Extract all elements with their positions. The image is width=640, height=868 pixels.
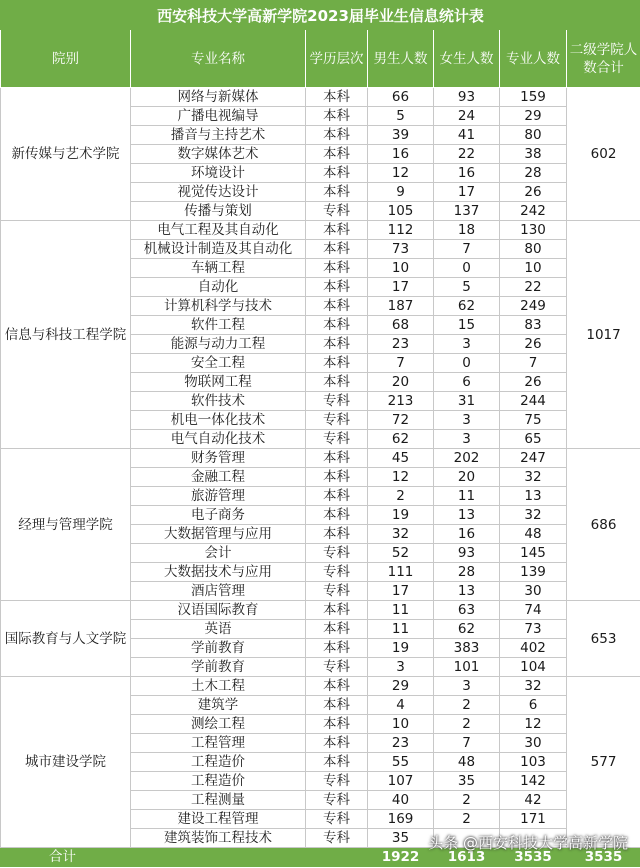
- header-male: 男生人数: [368, 30, 434, 88]
- male-count-cell: 2: [368, 487, 434, 506]
- major-name-cell: 工程测量: [131, 791, 306, 810]
- female-count-cell: 0: [434, 354, 500, 373]
- degree-level-cell: 本科: [306, 696, 368, 715]
- degree-level-cell: 本科: [306, 715, 368, 734]
- major-count-cell: 159: [500, 88, 567, 107]
- major-count-cell: 104: [500, 658, 567, 677]
- major-name-cell: 软件技术: [131, 392, 306, 411]
- male-count-cell: 62: [368, 430, 434, 449]
- major-name-cell: 网络与新媒体: [131, 88, 306, 107]
- female-count-cell: 28: [434, 563, 500, 582]
- degree-level-cell: 本科: [306, 639, 368, 658]
- male-count-cell: 11: [368, 601, 434, 620]
- major-name-cell: 土木工程: [131, 677, 306, 696]
- total-empty-major: [131, 848, 306, 867]
- major-name-cell: 传播与策划: [131, 202, 306, 221]
- major-count-cell: 244: [500, 392, 567, 411]
- major-count-cell: 142: [500, 772, 567, 791]
- degree-level-cell: 本科: [306, 278, 368, 297]
- major-count-cell: 30: [500, 734, 567, 753]
- degree-level-cell: 本科: [306, 506, 368, 525]
- male-count-cell: 187: [368, 297, 434, 316]
- header-female: 女生人数: [434, 30, 500, 88]
- degree-level-cell: 专科: [306, 202, 368, 221]
- major-name-cell: 会计: [131, 544, 306, 563]
- degree-level-cell: 本科: [306, 88, 368, 107]
- degree-level-cell: 本科: [306, 316, 368, 335]
- college-total-cell: 1017: [567, 221, 640, 449]
- college-name-cell: 经理与管理学院: [1, 449, 131, 601]
- major-name-cell: 电子商务: [131, 506, 306, 525]
- major-name-cell: 计算机科学与技术: [131, 297, 306, 316]
- degree-level-cell: 本科: [306, 620, 368, 639]
- degree-level-cell: 本科: [306, 601, 368, 620]
- female-count-cell: 3: [434, 430, 500, 449]
- female-count-cell: [434, 829, 500, 848]
- major-name-cell: 视觉传达设计: [131, 183, 306, 202]
- degree-level-cell: 专科: [306, 544, 368, 563]
- college-total-cell: 602: [567, 88, 640, 221]
- major-name-cell: 安全工程: [131, 354, 306, 373]
- male-count-cell: 55: [368, 753, 434, 772]
- major-count-cell: 80: [500, 240, 567, 259]
- degree-level-cell: 本科: [306, 753, 368, 772]
- major-name-cell: 能源与动力工程: [131, 335, 306, 354]
- major-count-cell: 6: [500, 696, 567, 715]
- degree-level-cell: 本科: [306, 183, 368, 202]
- degree-level-cell: 专科: [306, 829, 368, 848]
- male-count-cell: 213: [368, 392, 434, 411]
- major-count-cell: 145: [500, 544, 567, 563]
- male-count-cell: 19: [368, 639, 434, 658]
- table-row: [1, 601, 640, 620]
- major-name-cell: 英语: [131, 620, 306, 639]
- major-name-cell: 车辆工程: [131, 259, 306, 278]
- female-count-cell: 3: [434, 335, 500, 354]
- major-name-cell: 环境设计: [131, 164, 306, 183]
- total-female: 1613: [434, 848, 500, 867]
- major-count-cell: 32: [500, 677, 567, 696]
- major-count-cell: 83: [500, 316, 567, 335]
- male-count-cell: 10: [368, 259, 434, 278]
- male-count-cell: 52: [368, 544, 434, 563]
- college-total-cell: 653: [567, 601, 640, 677]
- degree-level-cell: 专科: [306, 658, 368, 677]
- major-name-cell: 学前教育: [131, 658, 306, 677]
- college-name-cell: 新传媒与艺术学院: [1, 88, 131, 221]
- female-count-cell: 5: [434, 278, 500, 297]
- degree-level-cell: 本科: [306, 240, 368, 259]
- major-count-cell: 249: [500, 297, 567, 316]
- header-degree: 学历层次: [306, 30, 368, 88]
- female-count-cell: 383: [434, 639, 500, 658]
- major-count-cell: 26: [500, 183, 567, 202]
- header-major: 专业名称: [131, 30, 306, 88]
- female-count-cell: 11: [434, 487, 500, 506]
- major-name-cell: 自动化: [131, 278, 306, 297]
- female-count-cell: 16: [434, 525, 500, 544]
- male-count-cell: 17: [368, 278, 434, 297]
- female-count-cell: 2: [434, 810, 500, 829]
- major-name-cell: 金融工程: [131, 468, 306, 487]
- female-count-cell: 13: [434, 506, 500, 525]
- total-empty-degree: [306, 848, 368, 867]
- college-name-cell: 国际教育与人文学院: [1, 601, 131, 677]
- degree-level-cell: 本科: [306, 335, 368, 354]
- header-college: 院别: [1, 30, 131, 88]
- major-name-cell: 旅游管理: [131, 487, 306, 506]
- male-count-cell: 3: [368, 658, 434, 677]
- major-name-cell: 大数据技术与应用: [131, 563, 306, 582]
- major-count-cell: 10: [500, 259, 567, 278]
- degree-level-cell: 本科: [306, 677, 368, 696]
- major-count-cell: 103: [500, 753, 567, 772]
- college-total-cell: 577: [567, 677, 640, 848]
- male-count-cell: 73: [368, 240, 434, 259]
- female-count-cell: 6: [434, 373, 500, 392]
- degree-level-cell: 本科: [306, 126, 368, 145]
- male-count-cell: 23: [368, 734, 434, 753]
- female-count-cell: 3: [434, 411, 500, 430]
- degree-level-cell: 本科: [306, 354, 368, 373]
- major-count-cell: [500, 829, 567, 848]
- major-count-cell: 38: [500, 145, 567, 164]
- degree-level-cell: 专科: [306, 582, 368, 601]
- major-count-cell: 29: [500, 107, 567, 126]
- table-row: [1, 677, 640, 696]
- major-count-cell: 22: [500, 278, 567, 297]
- male-count-cell: 35: [368, 829, 434, 848]
- major-count-cell: 80: [500, 126, 567, 145]
- major-count-cell: 74: [500, 601, 567, 620]
- female-count-cell: 16: [434, 164, 500, 183]
- degree-level-cell: 本科: [306, 449, 368, 468]
- female-count-cell: 93: [434, 544, 500, 563]
- female-count-cell: 15: [434, 316, 500, 335]
- major-count-cell: 26: [500, 335, 567, 354]
- female-count-cell: 41: [434, 126, 500, 145]
- female-count-cell: 7: [434, 240, 500, 259]
- degree-level-cell: 本科: [306, 297, 368, 316]
- female-count-cell: 202: [434, 449, 500, 468]
- total-row: [1, 848, 640, 867]
- male-count-cell: 29: [368, 677, 434, 696]
- female-count-cell: 7: [434, 734, 500, 753]
- degree-level-cell: 专科: [306, 392, 368, 411]
- college-name-cell: 信息与科技工程学院: [1, 221, 131, 449]
- major-count-cell: 75: [500, 411, 567, 430]
- female-count-cell: 24: [434, 107, 500, 126]
- major-name-cell: 汉语国际教育: [131, 601, 306, 620]
- college-name-cell: 城市建设学院: [1, 677, 131, 848]
- female-count-cell: 13: [434, 582, 500, 601]
- major-name-cell: 酒店管理: [131, 582, 306, 601]
- male-count-cell: 32: [368, 525, 434, 544]
- major-count-cell: 7: [500, 354, 567, 373]
- male-count-cell: 169: [368, 810, 434, 829]
- female-count-cell: 2: [434, 715, 500, 734]
- male-count-cell: 68: [368, 316, 434, 335]
- female-count-cell: 17: [434, 183, 500, 202]
- female-count-cell: 20: [434, 468, 500, 487]
- major-name-cell: 学前教育: [131, 639, 306, 658]
- male-count-cell: 111: [368, 563, 434, 582]
- major-count-cell: 139: [500, 563, 567, 582]
- degree-level-cell: 本科: [306, 468, 368, 487]
- college-total-cell: 686: [567, 449, 640, 601]
- male-count-cell: 12: [368, 164, 434, 183]
- female-count-cell: 35: [434, 772, 500, 791]
- male-count-cell: 39: [368, 126, 434, 145]
- male-count-cell: 12: [368, 468, 434, 487]
- degree-level-cell: 本科: [306, 221, 368, 240]
- male-count-cell: 105: [368, 202, 434, 221]
- major-count-cell: 130: [500, 221, 567, 240]
- major-count-cell: 13: [500, 487, 567, 506]
- male-count-cell: 45: [368, 449, 434, 468]
- female-count-cell: 22: [434, 145, 500, 164]
- header-row: [1, 30, 640, 88]
- male-count-cell: 4: [368, 696, 434, 715]
- major-name-cell: 软件工程: [131, 316, 306, 335]
- major-name-cell: 播音与主持艺术: [131, 126, 306, 145]
- female-count-cell: 63: [434, 601, 500, 620]
- major-name-cell: 物联网工程: [131, 373, 306, 392]
- male-count-cell: 112: [368, 221, 434, 240]
- watermark-text: 头条 @西安科技大学高新学院: [428, 834, 628, 852]
- degree-level-cell: 专科: [306, 430, 368, 449]
- major-count-cell: 73: [500, 620, 567, 639]
- major-count-cell: 242: [500, 202, 567, 221]
- male-count-cell: 19: [368, 506, 434, 525]
- major-count-cell: 247: [500, 449, 567, 468]
- total-male: 1922: [368, 848, 434, 867]
- male-count-cell: 5: [368, 107, 434, 126]
- male-count-cell: 10: [368, 715, 434, 734]
- total-label: 合计: [1, 848, 131, 867]
- degree-level-cell: 本科: [306, 734, 368, 753]
- male-count-cell: 40: [368, 791, 434, 810]
- major-name-cell: 电气自动化技术: [131, 430, 306, 449]
- degree-level-cell: 本科: [306, 525, 368, 544]
- major-count-cell: 171: [500, 810, 567, 829]
- major-name-cell: 建筑学: [131, 696, 306, 715]
- table-row: [1, 449, 640, 468]
- female-count-cell: 2: [434, 791, 500, 810]
- major-name-cell: 财务管理: [131, 449, 306, 468]
- major-name-cell: 广播电视编导: [131, 107, 306, 126]
- male-count-cell: 66: [368, 88, 434, 107]
- major-name-cell: 工程造价: [131, 772, 306, 791]
- total-major: 3535: [500, 848, 567, 867]
- female-count-cell: 31: [434, 392, 500, 411]
- male-count-cell: 17: [368, 582, 434, 601]
- major-count-cell: 42: [500, 791, 567, 810]
- major-name-cell: 建设工程管理: [131, 810, 306, 829]
- female-count-cell: 93: [434, 88, 500, 107]
- male-count-cell: 23: [368, 335, 434, 354]
- female-count-cell: 48: [434, 753, 500, 772]
- degree-level-cell: 专科: [306, 411, 368, 430]
- table-title: 西安科技大学高新学院2023届毕业生信息统计表: [1, 1, 640, 30]
- male-count-cell: 11: [368, 620, 434, 639]
- major-count-cell: 30: [500, 582, 567, 601]
- degree-level-cell: 专科: [306, 810, 368, 829]
- major-name-cell: 工程管理: [131, 734, 306, 753]
- male-count-cell: 16: [368, 145, 434, 164]
- major-name-cell: 工程造价: [131, 753, 306, 772]
- degree-level-cell: 本科: [306, 487, 368, 506]
- major-name-cell: 机电一体化技术: [131, 411, 306, 430]
- degree-level-cell: 本科: [306, 259, 368, 278]
- female-count-cell: 0: [434, 259, 500, 278]
- male-count-cell: 107: [368, 772, 434, 791]
- degree-level-cell: 本科: [306, 373, 368, 392]
- degree-level-cell: 专科: [306, 772, 368, 791]
- male-count-cell: 20: [368, 373, 434, 392]
- table-row: [1, 221, 640, 240]
- total-college: 3535: [567, 848, 640, 867]
- major-count-cell: 48: [500, 525, 567, 544]
- major-count-cell: 32: [500, 506, 567, 525]
- female-count-cell: 18: [434, 221, 500, 240]
- female-count-cell: 2: [434, 696, 500, 715]
- female-count-cell: 137: [434, 202, 500, 221]
- degree-level-cell: 专科: [306, 791, 368, 810]
- degree-level-cell: 本科: [306, 145, 368, 164]
- major-count-cell: 28: [500, 164, 567, 183]
- major-count-cell: 402: [500, 639, 567, 658]
- header-college-total: 二级学院人数合计: [567, 30, 640, 88]
- major-name-cell: 大数据管理与应用: [131, 525, 306, 544]
- male-count-cell: 7: [368, 354, 434, 373]
- major-name-cell: 建筑装饰工程技术: [131, 829, 306, 848]
- female-count-cell: 101: [434, 658, 500, 677]
- female-count-cell: 62: [434, 297, 500, 316]
- table-row: [1, 88, 640, 107]
- major-name-cell: 机械设计制造及其自动化: [131, 240, 306, 259]
- major-count-cell: 26: [500, 373, 567, 392]
- major-count-cell: 32: [500, 468, 567, 487]
- male-count-cell: 72: [368, 411, 434, 430]
- degree-level-cell: 本科: [306, 107, 368, 126]
- female-count-cell: 3: [434, 677, 500, 696]
- major-name-cell: 测绘工程: [131, 715, 306, 734]
- major-name-cell: 电气工程及其自动化: [131, 221, 306, 240]
- degree-level-cell: 专科: [306, 563, 368, 582]
- major-name-cell: 数字媒体艺术: [131, 145, 306, 164]
- header-major-count: 专业人数: [500, 30, 567, 88]
- major-count-cell: 65: [500, 430, 567, 449]
- female-count-cell: 62: [434, 620, 500, 639]
- major-count-cell: 12: [500, 715, 567, 734]
- male-count-cell: 9: [368, 183, 434, 202]
- degree-level-cell: 本科: [306, 164, 368, 183]
